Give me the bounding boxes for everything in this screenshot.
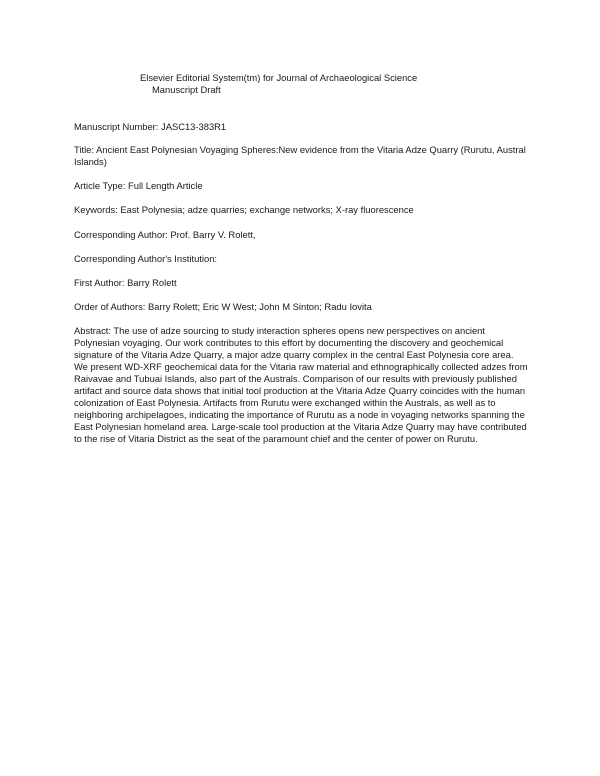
keywords: Keywords: East Polynesia; adze quarries; exchange networks; X-ray fluorescence (74, 204, 414, 215)
manuscript-number: Manuscript Number: JASC13-383R1 (74, 121, 227, 132)
order-of-authors: Order of Authors: Barry Rolett; Eric W West; John M Sinton; Radu Iovita (74, 301, 372, 312)
first-author: First Author: Barry Rolett (74, 277, 177, 288)
corresponding-institution: Corresponding Author's Institution: (74, 253, 218, 264)
abstract: Abstract: The use of adze sourcing to study interaction spheres opens new perspectives on ancient Polynesian voyaging. Our work contributes to this effort by documenting the discovery and geochemical signature of the Vitaria Adze Quarry, a major adze quarry complex in the central East Polynesia core area. We present WD-XRF geochemical data for the Vitaria raw material and ethnographically collected adzes from Raivavae and Tubuai Islands, also part of the Australs. Comparison of our results with previously published artifact and source data shows that initial tool production at the Vitaria Adze Quarry coincides with the human colonization of East Polynesia. Artifacts from Rurutu were exchanged within the Australs, as well as to neighboring archipelagoes, indicating the importance of Rurutu as a node in voyaging networks spanning the East Polynesian homeland area. Large-scale tool production at the Vitaria Adze Quarry may have contributed to the rise of Vitaria District as the seat of the paramount chief and the center of power on Rurutu. (74, 325, 528, 444)
article-type: Article Type: Full Length Article (74, 180, 203, 191)
header-draft-line: Manuscript Draft (152, 84, 221, 95)
corresponding-author: Corresponding Author: Prof. Barry V. Rolett, (74, 229, 256, 240)
article-title: Title: Ancient East Polynesian Voyaging Spheres:New evidence from the Vitaria Adze Quarry (Rurutu, Austral Islands) (74, 144, 526, 167)
header-system-line: Elsevier Editorial System(tm) for Journal of Archaeological Science (140, 72, 418, 83)
document-header (140, 72, 417, 96)
